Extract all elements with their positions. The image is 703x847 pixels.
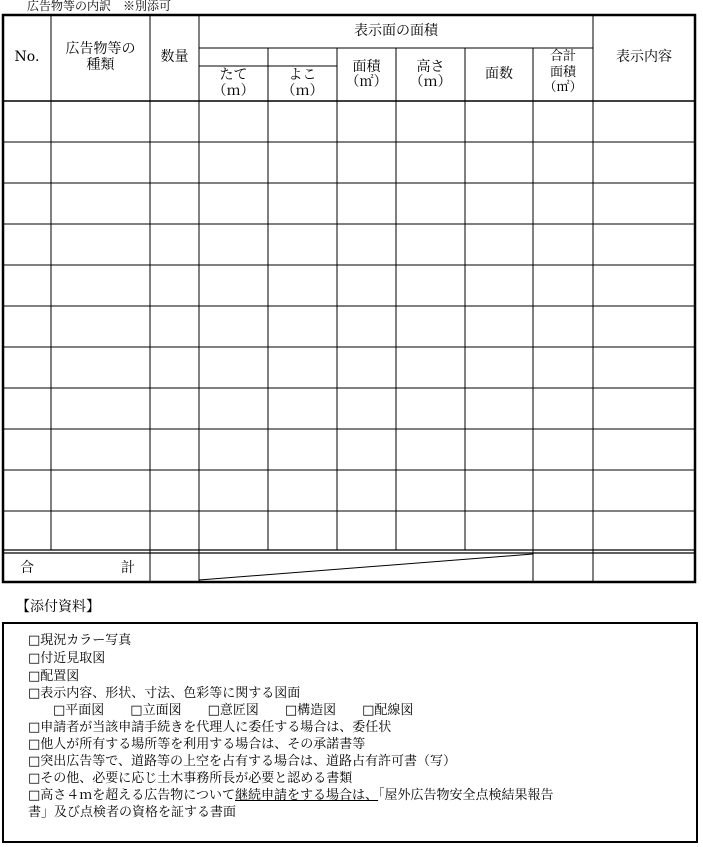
attachment-item: □配置図 bbox=[28, 669, 80, 684]
header-quantity: 数量 bbox=[160, 49, 189, 65]
attachment-item: □他人が所有する場所等を利用する場合は、その承諾書等 bbox=[28, 737, 366, 752]
total-row-label-first: 合 bbox=[20, 560, 34, 576]
attachment-renewal-part3: 「屋外広告物安全点検結果報告 bbox=[378, 788, 554, 803]
header-faces: 面数 bbox=[485, 66, 513, 82]
attachment-item: □申請者が当該申請手続きを代理人に委任する場合は、委任状 bbox=[28, 720, 392, 735]
attachments-heading: 【添付資料】 bbox=[16, 599, 100, 615]
header-no: No. bbox=[14, 49, 40, 65]
attachment-renewal-underlined: 継続申請をする場合は、 bbox=[235, 788, 379, 803]
attachment-renewal-part1: □高さ４ｍを超える広告物について bbox=[28, 788, 236, 803]
attachment-item: □付近見取図 bbox=[28, 651, 106, 666]
attachment-item-renewal-cont: 書」及び点検者の資格を証する書面 bbox=[28, 805, 237, 820]
header-area-line2: （㎡） bbox=[345, 74, 388, 90]
header-total-area-line2: 面積 bbox=[549, 65, 576, 80]
form-caption: 広告物等の内訳 ※別添可 bbox=[27, 0, 172, 13]
header-width-line2: （ｍ） bbox=[281, 83, 324, 99]
total-row-label-second: 計 bbox=[121, 560, 135, 576]
header-type-line1: 広告物等の bbox=[65, 41, 136, 57]
header-elevation-line1: 高さ bbox=[416, 59, 445, 75]
attachment-item: □表示内容、形状、寸法、色彩等に関する図面 bbox=[28, 686, 301, 701]
header-height-v-line1: たて bbox=[219, 67, 248, 83]
header-total-area-line3: （㎡） bbox=[543, 80, 583, 95]
attachment-item: □その他、必要に応じ土木事務所長が必要と認める書類 bbox=[28, 771, 353, 786]
attachments-box bbox=[2, 622, 698, 843]
header-content: 表示内容 bbox=[616, 49, 672, 65]
attachment-item-renewal bbox=[28, 788, 554, 804]
header-type-line2: 種類 bbox=[86, 57, 115, 73]
attachment-item: □現況カラー写真 bbox=[28, 633, 132, 648]
attachment-drawing-types: □平面図 □立面図 □意匠図 □構造図 □配線図 bbox=[53, 703, 414, 718]
header-height-v-line2: （ｍ） bbox=[212, 83, 255, 99]
header-area-line1: 面積 bbox=[352, 59, 381, 75]
attachment-item: □突出広告等で、道路等の上空を占有する場合は、道路占有許可書（写） bbox=[28, 754, 457, 769]
header-display-area: 表示面の面積 bbox=[354, 23, 438, 39]
header-elevation-line2: （ｍ） bbox=[409, 74, 452, 90]
header-total-area-line1: 合計 bbox=[549, 49, 576, 64]
header-width-line1: よこ bbox=[288, 67, 317, 83]
